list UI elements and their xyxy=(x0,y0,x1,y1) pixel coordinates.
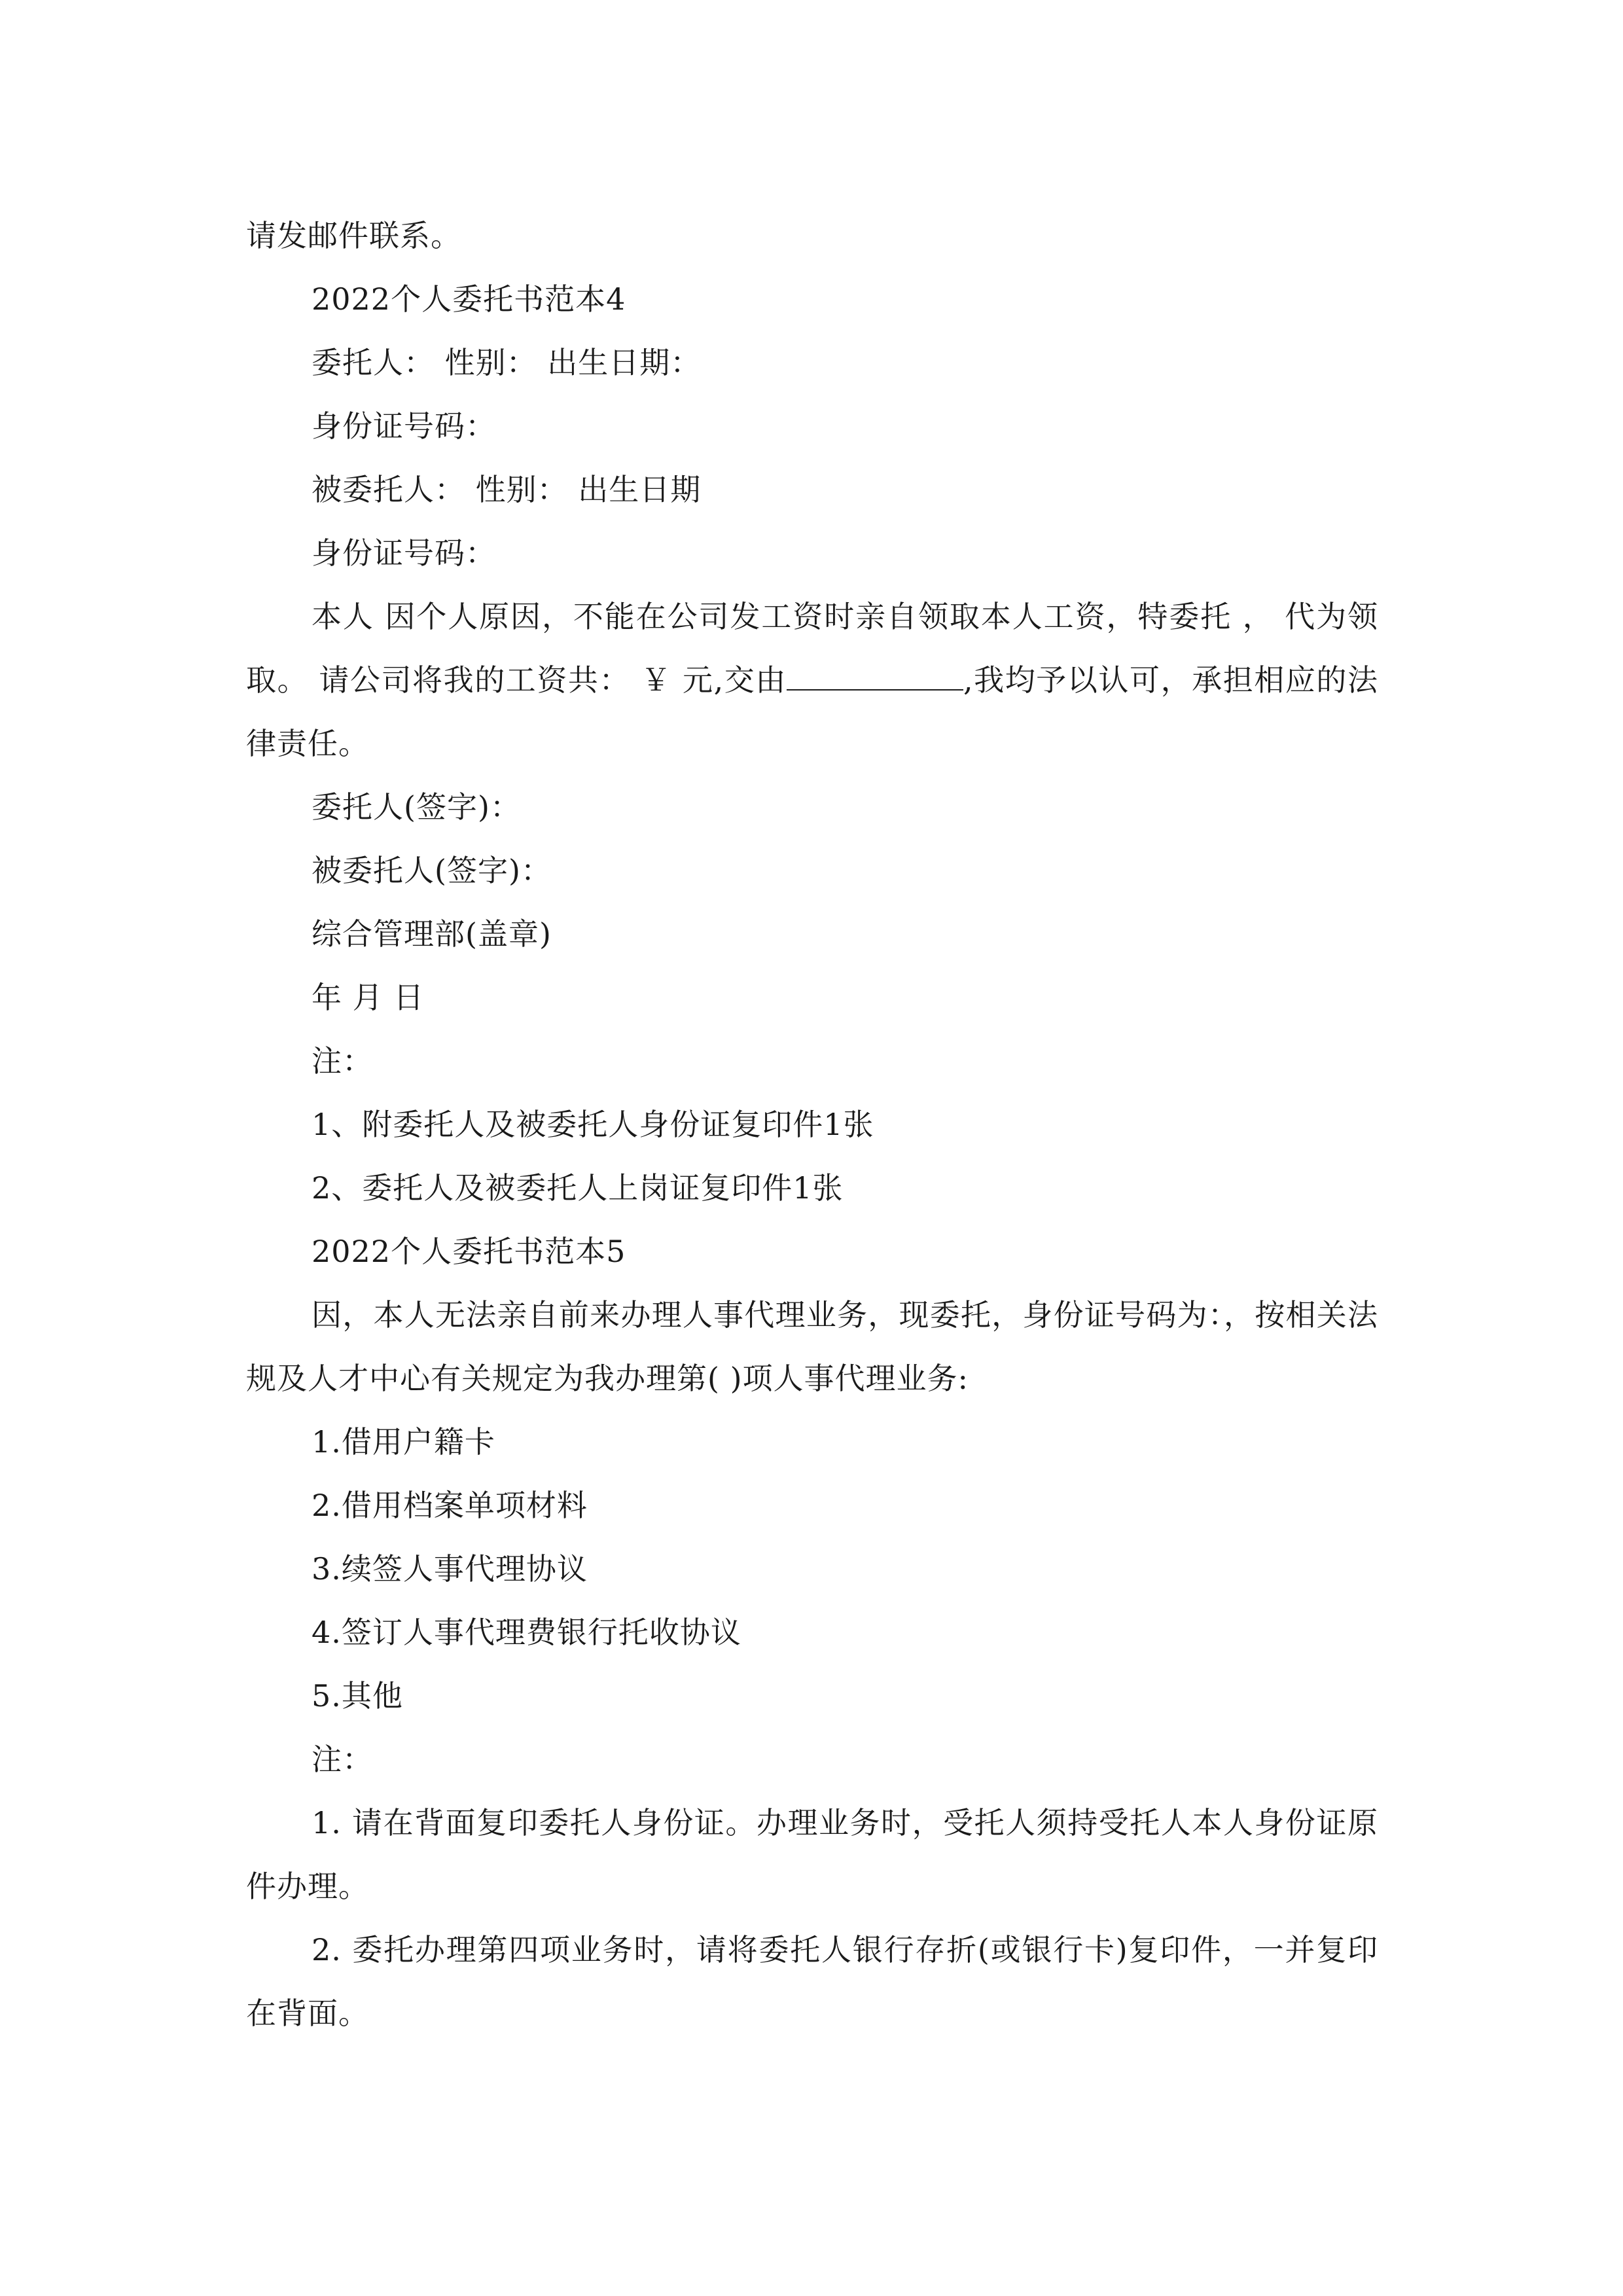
text-line: 年 月 日 xyxy=(312,980,425,1015)
paragraph: 因，本人无法亲自前来办理人事代理业务，现委托，身份证号码为：，按相关法规及人才中心有关规定为我办理第( )项人事代理业务: xyxy=(246,1297,1378,1396)
paragraph-text: ,我均予以认可，承担相应的法律责任。 xyxy=(246,662,1378,761)
text-line: 委托人(签字)： xyxy=(312,789,521,825)
list-item: 1、附委托人及被委托人身份证复印件1张 xyxy=(312,1107,874,1142)
text-line: 请发邮件联系。 xyxy=(246,218,461,253)
paragraph: 2. 委托办理第四项业务时，请将委托人银行存折(或银行卡)复印件，一并复印在背面。 xyxy=(246,1932,1378,2031)
document-body xyxy=(246,204,1378,2045)
text-line: 身份证号码： xyxy=(312,535,496,571)
list-item: 3.续签人事代理协议 xyxy=(312,1551,588,1587)
section-heading: 2022个人委托书范本4 xyxy=(312,281,626,317)
text-line: 注： xyxy=(312,1043,373,1079)
list-item: 5.其他 xyxy=(312,1678,403,1713)
text-line: 被委托人(签字)： xyxy=(312,853,552,888)
list-item: 4.签订人事代理费银行托收协议 xyxy=(312,1615,741,1650)
paragraph: 1. 请在背面复印委托人身份证。办理业务时，受托人须持受托人本人身份证原件办理。 xyxy=(246,1805,1378,1904)
list-item: 2.借用档案单项材料 xyxy=(312,1488,588,1523)
section-heading: 2022个人委托书范本5 xyxy=(312,1234,626,1269)
paragraph xyxy=(246,585,1378,776)
paragraph-text: 本人 因个人原因，不能在公司发工资时亲自领取本人工资，特委托 ， 代为领取。 请公司将我的工资共： ￥ 元,交由 xyxy=(246,599,1378,698)
text-line: 委托人： 性别： 出生日期： xyxy=(312,345,702,380)
text-line: 身份证号码： xyxy=(312,408,496,444)
list-item: 2、委托人及被委托人上岗证复印件1张 xyxy=(312,1170,844,1206)
text-line: 被委托人： 性别： 出生日期 xyxy=(312,472,702,507)
text-line: 注： xyxy=(312,1742,373,1777)
list-item: 1.借用户籍卡 xyxy=(312,1424,495,1460)
fill-in-blank xyxy=(787,659,963,691)
text-line: 综合管理部(盖章) xyxy=(312,916,552,952)
